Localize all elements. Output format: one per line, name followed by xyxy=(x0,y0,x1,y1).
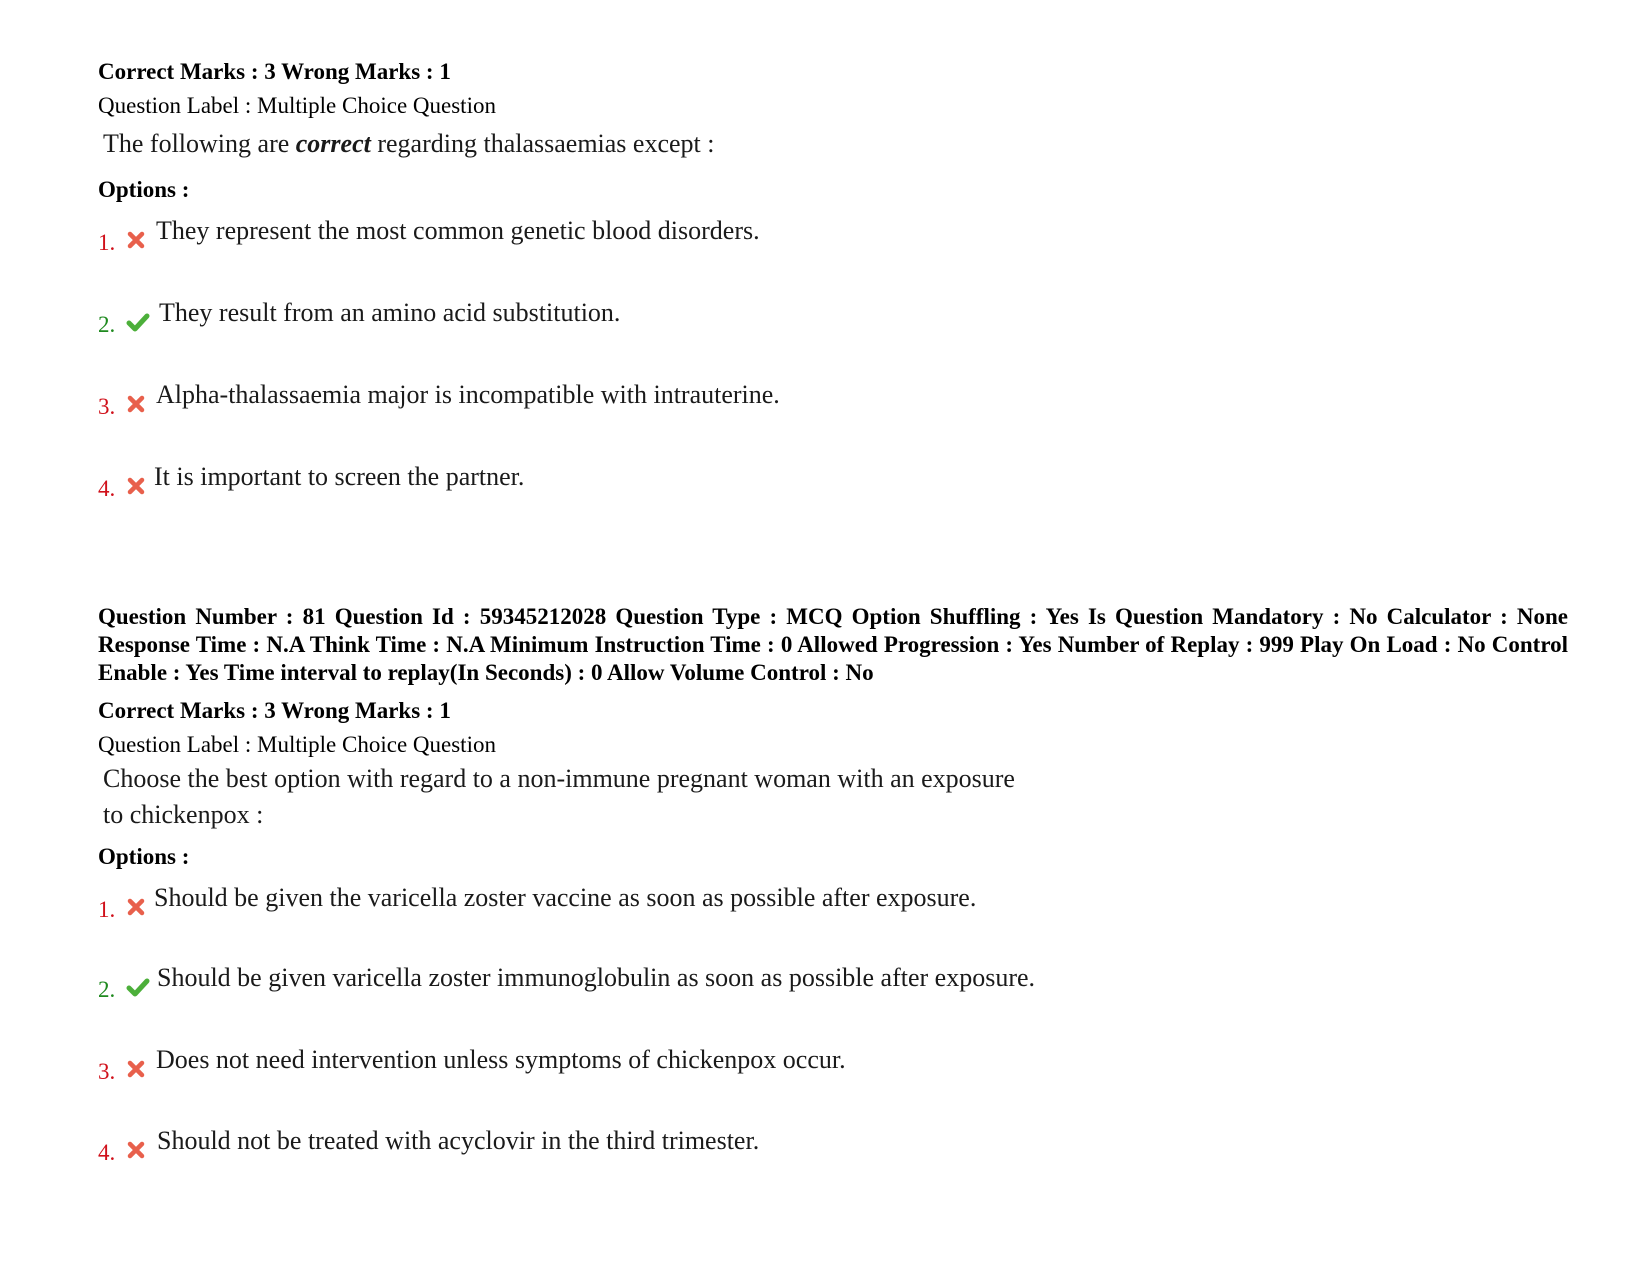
option-number: 3. xyxy=(98,394,116,419)
option-text: Should be given varicella zoster immunoglobulin as soon as possible after exposure. xyxy=(157,963,1036,992)
question-80 xyxy=(98,58,1568,501)
marks-line: Correct Marks : 3 Wrong Marks : 1 xyxy=(98,698,451,723)
cross-icon xyxy=(124,228,148,252)
option-text: Should not be treated with acyclovir in the third trimester. xyxy=(157,1126,760,1155)
stem-line-2: to chickenpox : xyxy=(103,800,264,829)
option-1 xyxy=(98,883,1398,923)
stem-line-1: Choose the best option with regard to a non-immune pregnant woman with an exposure xyxy=(103,764,1015,793)
stem-emphasis: correct xyxy=(295,129,371,158)
question-label: Question Label : Multiple Choice Question xyxy=(98,93,496,118)
cross-icon xyxy=(124,895,148,919)
option-4 xyxy=(98,462,1398,502)
question-stem xyxy=(103,126,1568,162)
option-1 xyxy=(98,216,1398,256)
cross-icon xyxy=(124,474,148,498)
cross-icon xyxy=(124,392,148,416)
option-text: They represent the most common genetic blood disorders. xyxy=(156,216,760,245)
check-icon xyxy=(124,975,152,999)
cross-icon xyxy=(124,1057,148,1081)
question-label: Question Label : Multiple Choice Question xyxy=(98,732,496,757)
option-text: Should be given the varicella zoster vaccine as soon as possible after exposure. xyxy=(154,883,977,912)
option-number: 4. xyxy=(98,476,116,501)
options-heading: Options : xyxy=(98,177,190,202)
option-2 xyxy=(98,963,1398,1003)
stem-text-before: The following are xyxy=(103,129,296,158)
option-text: Does not need intervention unless symptoms of chickenpox occur. xyxy=(156,1045,846,1074)
check-icon xyxy=(124,310,152,334)
question-81-metadata: Question Number : 81 Question Id : 59345212028 Question Type : MCQ Option Shuffling : Yes Is Question Mandatory : No Calculator : None Response Time : N.A Think Time : N.A Minimum Instruction Time : 0 Allowed Progression : Yes Number of Replay : 999 Play On Load : No Control Enable : Yes Time interval to replay(In Seconds) : 0 Allow Volume Control : No xyxy=(98,604,1568,685)
option-number: 1. xyxy=(98,230,116,255)
option-2 xyxy=(98,298,1398,338)
question-stem xyxy=(103,761,1568,833)
option-number: 1. xyxy=(98,897,116,922)
stem-text-after: regarding thalassaemias except : xyxy=(370,129,715,158)
option-number: 4. xyxy=(98,1140,116,1165)
question-81 xyxy=(98,697,1568,1165)
option-number: 2. xyxy=(98,312,116,337)
marks-line: Correct Marks : 3 Wrong Marks : 1 xyxy=(98,59,451,84)
option-3 xyxy=(98,1045,1398,1085)
option-text: They result from an amino acid substitution. xyxy=(159,298,621,327)
option-4 xyxy=(98,1126,1398,1166)
option-text: Alpha-thalassaemia major is incompatible with intrauterine. xyxy=(156,380,780,409)
option-number: 3. xyxy=(98,1059,116,1084)
options-heading: Options : xyxy=(98,844,190,869)
cross-icon xyxy=(124,1138,148,1162)
option-number: 2. xyxy=(98,977,116,1002)
option-text: It is important to screen the partner. xyxy=(154,462,525,491)
option-3 xyxy=(98,380,1398,420)
